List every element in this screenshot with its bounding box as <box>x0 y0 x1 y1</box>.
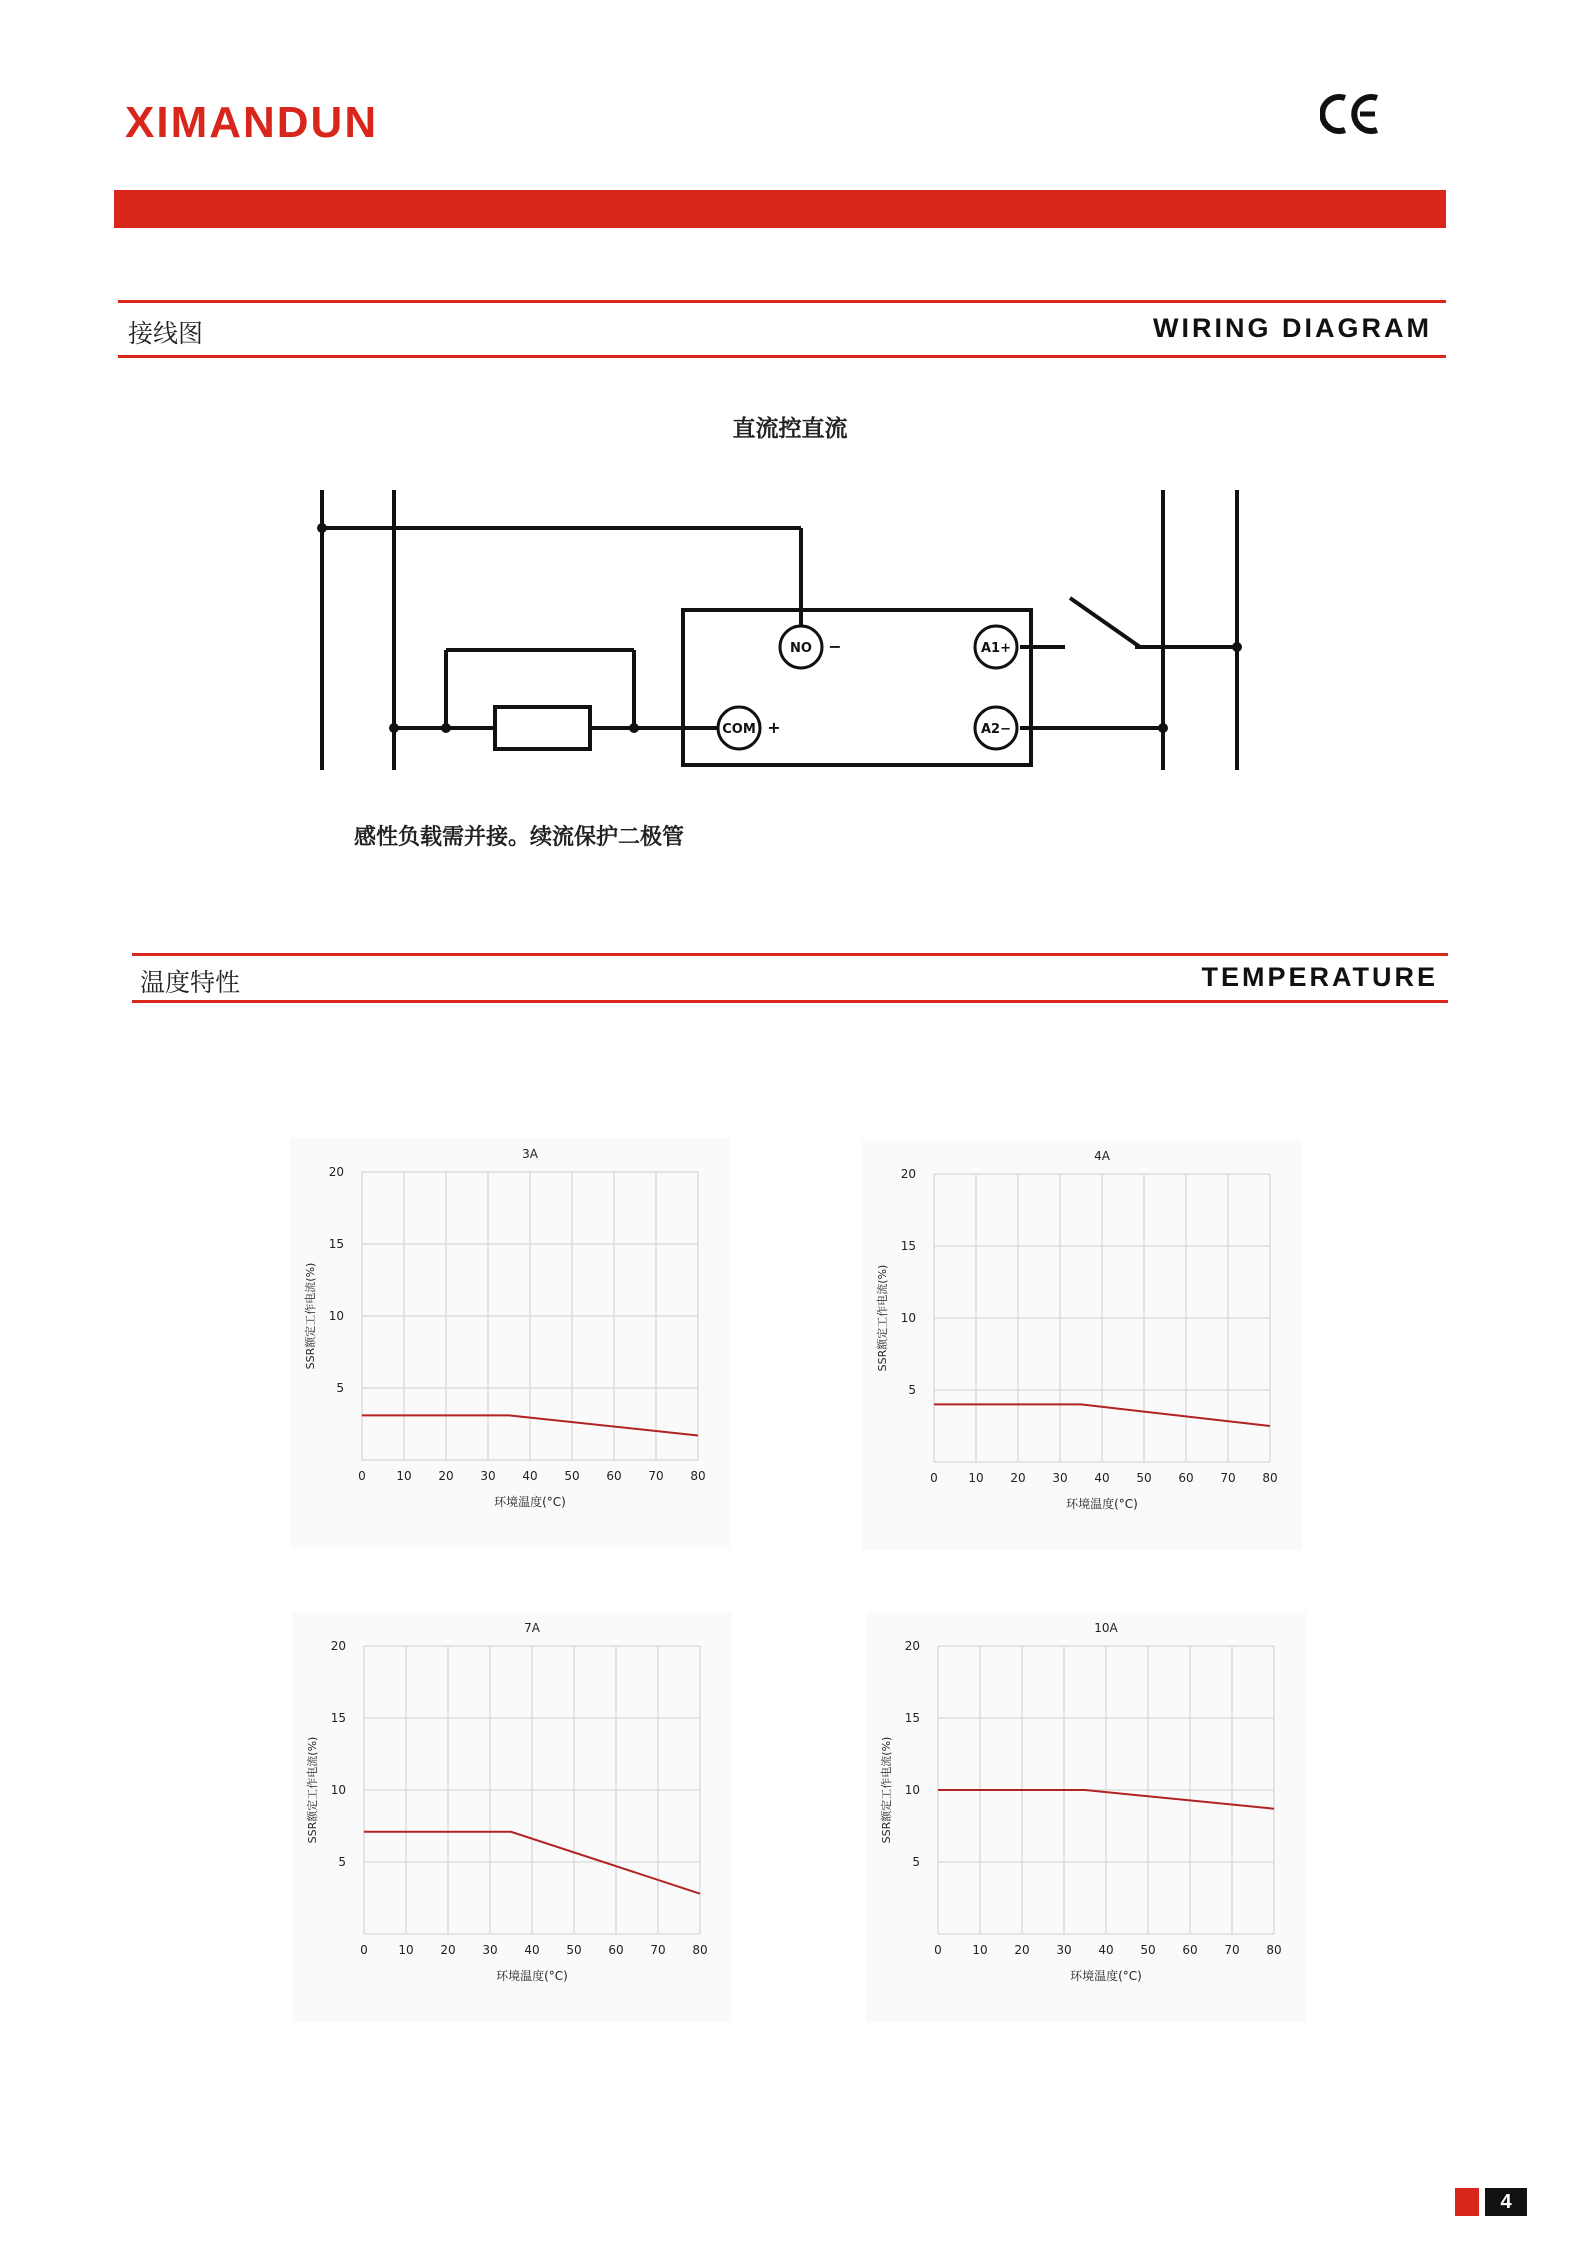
terminal-no-sign: − <box>828 637 842 656</box>
chart-x-tick-label: 40 <box>524 1943 540 1957</box>
temperature-title-en: TEMPERATURE <box>1201 962 1438 992</box>
chart-x-tick-label: 40 <box>1098 1943 1114 1957</box>
chart-x-tick-label: 50 <box>1136 1471 1152 1485</box>
chart-x-tick-label: 0 <box>360 1943 368 1957</box>
brand-logo-text: XIMANDUN <box>125 98 379 147</box>
chart-title: 4A <box>1094 1149 1110 1163</box>
chart-x-tick-label: 80 <box>690 1469 706 1483</box>
chart-x-axis-label: 环境温度(°C) <box>496 1969 568 1983</box>
header-red-bar <box>114 190 1446 228</box>
wiring-note: 感性负载需并接。续流保护二极管 <box>354 825 685 850</box>
chart-x-tick-label: 70 <box>1224 1943 1240 1957</box>
chart-x-tick-label: 50 <box>566 1943 582 1957</box>
ce-certification-mark <box>1320 90 1382 138</box>
chart-x-tick-label: 20 <box>438 1469 454 1483</box>
terminal-a1-label: A1+ <box>981 641 1011 656</box>
terminal-com-sign: + <box>767 718 781 737</box>
chart-y-tick-label: 5 <box>336 1381 344 1395</box>
chart-y-tick-label: 20 <box>328 1165 344 1179</box>
chart-x-tick-label: 80 <box>1266 1943 1282 1957</box>
chart-y-tick-label: 10 <box>328 1309 344 1323</box>
chart-y-tick-label: 20 <box>330 1639 346 1653</box>
chart-y-tick-label: 10 <box>330 1783 346 1797</box>
chart-x-tick-label: 60 <box>606 1469 622 1483</box>
chart-x-tick-label: 70 <box>1220 1471 1236 1485</box>
section-top-rule <box>132 953 1448 956</box>
temperature-title-cn: 温度特性 <box>140 968 241 997</box>
chart-x-tick-label: 60 <box>1178 1471 1194 1485</box>
chart-x-tick-label: 80 <box>692 1943 708 1957</box>
chart-y-axis-label: SSR额定工作电流(%) <box>880 1736 893 1844</box>
chart-7a <box>292 1612 732 2022</box>
chart-y-axis-label: SSR额定工作电流(%) <box>304 1262 317 1370</box>
chart-x-tick-label: 0 <box>934 1943 942 1957</box>
chart-y-tick-label: 20 <box>904 1639 920 1653</box>
chart-title: 7A <box>524 1621 540 1635</box>
chart-x-tick-label: 0 <box>358 1469 366 1483</box>
chart-y-tick-label: 15 <box>900 1239 916 1253</box>
chart-y-tick-label: 5 <box>338 1855 346 1869</box>
chart-x-tick-label: 0 <box>930 1471 938 1485</box>
chart-y-axis-label: SSR额定工作电流(%) <box>306 1736 319 1844</box>
chart-x-tick-label: 70 <box>650 1943 666 1957</box>
chart-y-axis-label: SSR额定工作电流(%) <box>876 1264 889 1372</box>
chart-background <box>290 1138 730 1548</box>
chart-x-tick-label: 10 <box>972 1943 988 1957</box>
chart-y-tick-label: 5 <box>912 1855 920 1869</box>
chart-x-tick-label: 30 <box>1056 1943 1072 1957</box>
chart-x-tick-label: 30 <box>482 1943 498 1957</box>
chart-3a <box>290 1138 730 1548</box>
section-bottom-rule <box>132 1000 1448 1003</box>
chart-y-tick-label: 5 <box>908 1383 916 1397</box>
page-number-square <box>1455 2188 1479 2216</box>
section-top-rule <box>118 300 1446 303</box>
chart-x-tick-label: 40 <box>1094 1471 1110 1485</box>
wiring-diagram-title: 直流控直流 <box>732 416 848 442</box>
chart-x-tick-label: 30 <box>1052 1471 1068 1485</box>
chart-x-tick-label: 60 <box>608 1943 624 1957</box>
wiring-title-cn: 接线图 <box>128 319 204 348</box>
chart-background <box>862 1140 1302 1550</box>
chart-background <box>866 1612 1306 2022</box>
chart-y-tick-label: 20 <box>900 1167 916 1181</box>
chart-y-tick-label: 10 <box>900 1311 916 1325</box>
chart-x-tick-label: 40 <box>522 1469 538 1483</box>
chart-x-tick-label: 10 <box>968 1471 984 1485</box>
chart-x-tick-label: 20 <box>440 1943 456 1957</box>
terminal-com-label: COM <box>722 722 756 737</box>
chart-x-axis-label: 环境温度(°C) <box>494 1495 566 1509</box>
chart-x-tick-label: 20 <box>1010 1471 1026 1485</box>
chart-4a <box>862 1140 1302 1550</box>
chart-x-axis-label: 环境温度(°C) <box>1066 1497 1138 1511</box>
section-bottom-rule <box>118 355 1446 358</box>
terminal-a2-label: A2− <box>981 722 1011 737</box>
chart-x-tick-label: 20 <box>1014 1943 1030 1957</box>
chart-x-tick-label: 30 <box>480 1469 496 1483</box>
chart-x-tick-label: 60 <box>1182 1943 1198 1957</box>
chart-y-tick-label: 15 <box>330 1711 346 1725</box>
chart-x-tick-label: 50 <box>564 1469 580 1483</box>
page-number: 4 <box>1485 2188 1527 2216</box>
page-number-badge <box>1455 2188 1529 2216</box>
chart-x-tick-label: 80 <box>1262 1471 1278 1485</box>
chart-x-axis-label: 环境温度(°C) <box>1070 1969 1142 1983</box>
chart-y-tick-label: 10 <box>904 1783 920 1797</box>
chart-10a <box>866 1612 1306 2022</box>
chart-y-tick-label: 15 <box>328 1237 344 1251</box>
terminal-no-label: NO <box>790 641 812 656</box>
chart-x-tick-label: 10 <box>398 1943 414 1957</box>
wiring-title-en: WIRING DIAGRAM <box>1153 313 1432 343</box>
chart-title: 3A <box>522 1147 538 1161</box>
chart-x-tick-label: 70 <box>648 1469 664 1483</box>
chart-x-tick-label: 50 <box>1140 1943 1156 1957</box>
chart-background <box>292 1612 732 2022</box>
chart-y-tick-label: 15 <box>904 1711 920 1725</box>
chart-title: 10A <box>1094 1621 1118 1635</box>
wiring-diagram <box>300 470 1260 800</box>
chart-x-tick-label: 10 <box>396 1469 412 1483</box>
